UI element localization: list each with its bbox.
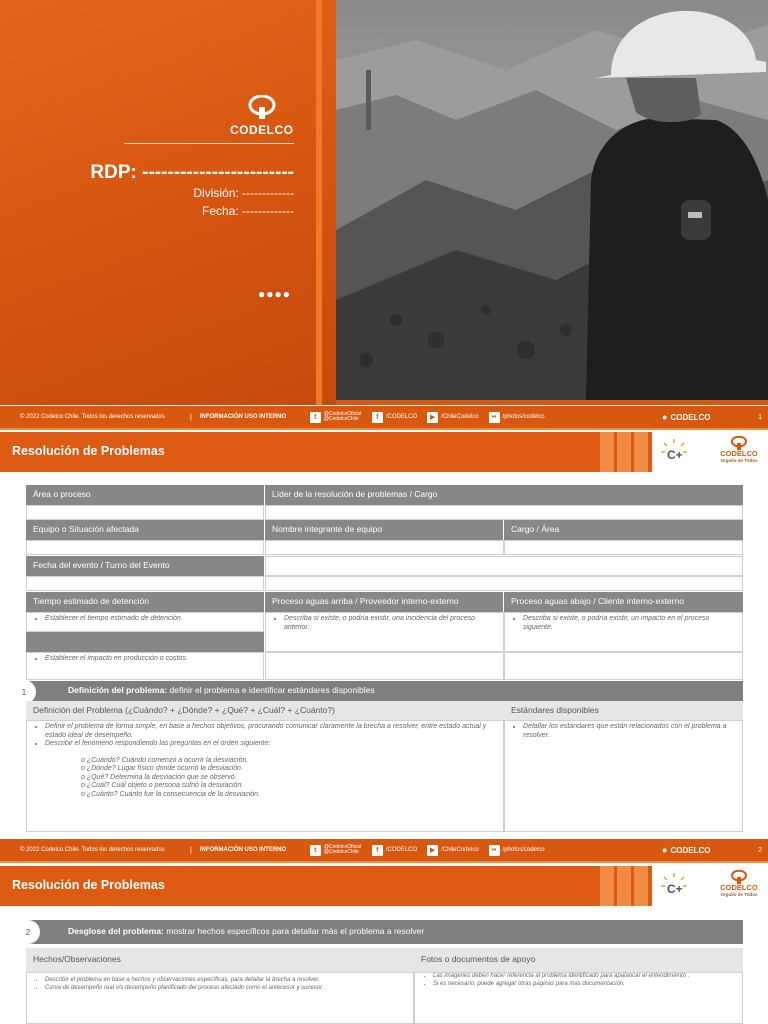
definicion-cell[interactable] (26, 720, 504, 832)
division-line: División: ------------- (193, 186, 294, 200)
facebook-icon: f (372, 412, 383, 423)
footer-twitter[interactable]: t @CodelcoOficial @CodelcoChile (310, 412, 362, 423)
hechos-label: Hechos/Observaciones (26, 948, 414, 972)
cover-divider (124, 143, 294, 144)
header-decor-bars (600, 432, 651, 472)
tiempo-bullet: • Establecer el tiempo estimado de detención. (45, 615, 259, 624)
footer-bar-2 (0, 839, 768, 861)
header-codelco-logo: CODELCO Orgullo de Todos (714, 870, 764, 897)
aguas-arriba-header: Proceso aguas arriba / Proveedor interno-externo (265, 592, 503, 612)
integrante-input[interactable] (265, 540, 504, 555)
section1-bar (26, 681, 743, 701)
footer-brand: ● CODELCO (662, 412, 711, 422)
flickr-icon: •• (489, 845, 500, 856)
footer-brand: ● CODELCO (662, 845, 711, 855)
codelco-small-icon: ● (662, 845, 668, 855)
fecha-turno-input[interactable] (265, 556, 743, 576)
hechos-cell[interactable] (26, 972, 414, 1024)
def-sub-3: o ¿Qué? Determina la desviación que se observó. (81, 773, 237, 781)
def-sub-4: o ¿Cuál? Cuál objeto o persona sufrió la desviación. (81, 782, 244, 789)
aguas-abajo-header: Proceso aguas abajo / Cliente interno-externo (504, 592, 743, 612)
arriba-extra-cell[interactable] (265, 652, 504, 680)
leader-input[interactable] (265, 505, 743, 520)
slide2-title: Resolución de Problemas (12, 878, 165, 892)
footer-facebook[interactable]: f /CODELCO (372, 412, 417, 423)
codelco-logo-icon (728, 870, 750, 884)
area-header: Área o proceso (26, 485, 264, 505)
facebook-icon: f (372, 845, 383, 856)
svg-text:C+: C+ (667, 448, 683, 462)
twitter-icon: t (310, 412, 321, 423)
fecha-line: Fecha: ------------- (202, 204, 294, 218)
def-sub-5: o ¿Cuánto? Cuánto fue la consecuencia de la desviación. (81, 790, 261, 798)
impacto-header (26, 632, 264, 652)
footer-flickr[interactable]: •• /photos/codelco (489, 412, 545, 423)
footer-internal-label: INFORMACIÓN USO INTERNO (199, 847, 287, 853)
footer-separator: | (190, 846, 192, 854)
codelco-small-icon: ● (662, 412, 668, 422)
estandares-label: Estándares disponibles (504, 701, 743, 720)
equipo-input[interactable] (26, 540, 264, 555)
section2-rest: mostrar hechos específicos para detallar más el problema a resolver (163, 926, 425, 936)
cover-accent-stripe (316, 0, 322, 405)
slide-dots: ●●●● (258, 287, 291, 301)
fotos-bullet-2: • Si es necesario, puede agregar otras páginas para mas documentación. (433, 981, 738, 989)
tiempo-header: Tiempo estimado de detención (26, 592, 264, 612)
miner-photo (336, 0, 768, 400)
slide1-title: Resolución de Problemas (12, 444, 165, 458)
fecha-header: Fecha del evento / Turno del Evento (26, 556, 264, 576)
def-bullet-1: • Definir el problema de forma simple, en base a hechos objetivos, procurando comunicar claramente la brecha a resolver, entre estado actual y estado ideal de desempeño. (45, 723, 499, 740)
footer-page-number: 2 (758, 846, 762, 854)
section1-number: 1 (12, 680, 36, 704)
impacto-cell[interactable] (26, 652, 264, 680)
codelco-logo-icon (728, 436, 750, 450)
slide1-header (0, 432, 768, 472)
miner-photo-illustration (336, 0, 768, 400)
twitter-icon: t (310, 845, 321, 856)
abajo-extra-cell[interactable] (504, 652, 743, 680)
section1-bold: Definición del problema: (68, 685, 168, 695)
fotos-label: Fotos o documentos de apoyo (414, 948, 743, 972)
aguas-abajo-cell[interactable] (504, 612, 743, 652)
hechos-bullet-2: • Curva de desempeño real v/s desempeño planificado del proceso afectado como el antecesor y sucesor. (45, 985, 409, 993)
tiempo-cell[interactable] (26, 612, 264, 632)
def-sub-2: o ¿Dónde? Lugar físico donde ocurrió la desviación. (81, 765, 243, 772)
slide2-header (0, 866, 768, 906)
header-logo-box (652, 866, 768, 906)
footer-page-number: 1 (758, 413, 762, 421)
hechos-bullet-1: • Describir el problema en base a hechos y observaciones específicas, para detallar la brecha a resolver. (45, 977, 409, 985)
def-sub-1: o ¿Cuándo? Cuándo comenzó a ocurrir la desviación. (81, 756, 249, 764)
footer-internal-label: INFORMACIÓN USO INTERNO (199, 414, 287, 420)
cover-logo-text: CODELCO (230, 123, 294, 137)
estandares-cell[interactable] (504, 720, 743, 832)
codelco-logo-icon (242, 95, 282, 121)
fotos-bullet-1: • Las imágenes deben hacer referencia al problema identificado para apalancar el entendimiento . (433, 973, 738, 981)
definicion-label: Definición del Problema (¿Cuándo? + ¿Dónde? + ¿Qué? + ¿Cuál? + ¿Cuánto?) (26, 701, 504, 720)
cover-slide (0, 0, 768, 405)
rdp-title: RDP: ------------------------ (90, 162, 294, 183)
footer-copyright: © 2022 Codelco Chile. Todos los derechos reservados (20, 847, 165, 853)
footer-youtube[interactable]: ▶ /ChileCodelco (427, 845, 478, 856)
footer-separator: | (190, 413, 192, 421)
footer-copyright: © 2022 Codelco Chile. Todos los derechos reservados (20, 414, 165, 420)
cargo-input[interactable] (504, 540, 743, 555)
footer-bar-1 (0, 406, 768, 428)
arriba-bullet: • Describa si existe, o podría existir, una incidencia del proceso anterior. (284, 615, 499, 632)
fecha-extra-input[interactable] (265, 576, 743, 591)
std-bullet: • Detallar los estándares que están relacionados con el problema a resolver. (523, 723, 738, 740)
svg-text:C+: C+ (667, 882, 683, 896)
section2-bar (26, 920, 743, 944)
youtube-icon: ▶ (427, 412, 438, 423)
flickr-icon: •• (489, 412, 500, 423)
footer-flickr[interactable]: •• /photos/codelco (489, 845, 545, 856)
youtube-icon: ▶ (427, 845, 438, 856)
equipo-header: Equipo o Situación afectada (26, 520, 264, 540)
section2-bold: Desglose del problema: (68, 926, 164, 936)
footer-facebook[interactable]: f /CODELCO (372, 845, 417, 856)
aguas-arriba-cell[interactable] (265, 612, 504, 652)
cplus-icon (660, 872, 688, 900)
header-logo-box (652, 432, 768, 472)
fotos-cell[interactable] (414, 972, 743, 1024)
leader-header: Líder de la resolución de problemas / Cargo (265, 485, 743, 505)
footer-stripe-1 (0, 428, 768, 430)
header-decor-bars (600, 866, 651, 906)
def-bullet-2: • Describir el fenómeno respondiendo las preguntas en el orden siguiente: (45, 740, 499, 749)
footer-stripe-2 (0, 861, 768, 863)
cplus-icon (660, 438, 688, 466)
cover-orange-panel (0, 0, 336, 405)
integrante-header: Nombre integrante de equipo (265, 520, 503, 540)
abajo-bullet: • Describa si existe, o podría existir, un impacto en el proceso siguiente. (523, 615, 738, 632)
fecha-input[interactable] (26, 576, 264, 591)
footer-youtube[interactable]: ▶ /ChileCodelco (427, 412, 478, 423)
header-codelco-logo: CODELCO Orgullo de Todos (714, 436, 764, 463)
cargo-header: Cargo / Área (504, 520, 743, 540)
section1-rest: definir el problema e identificar estándares disponibles (167, 685, 375, 695)
footer-twitter[interactable]: t @CodelcoOficial @CodelcoChile (310, 845, 362, 856)
impacto-bullet: • Establecer el impacto en producción o costos. (45, 655, 259, 664)
area-input[interactable] (26, 505, 264, 520)
section2-number: 2 (16, 920, 40, 944)
